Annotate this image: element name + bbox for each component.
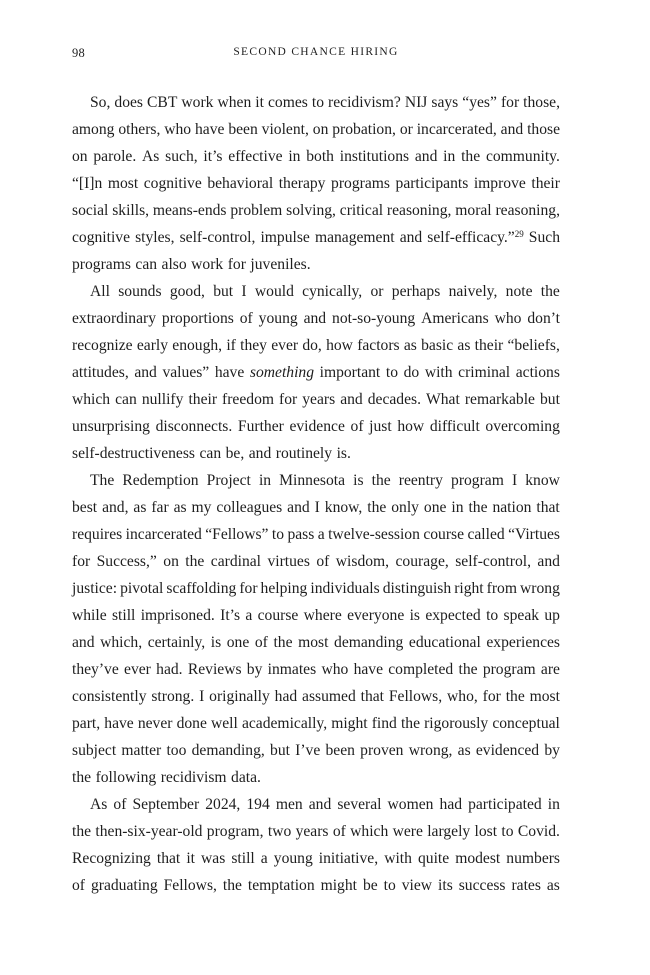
text-line: So, does CBT work when it comes to recidivism? NIJ says “yes” for those, xyxy=(90,94,560,111)
text-line: and which, certainly, is one of the most demanding educational experiences xyxy=(72,634,560,651)
text-line: subject matter too demanding, but I’ve been proven wrong, as evidenced by xyxy=(72,742,560,759)
text-line: they’ve ever had. Reviews by inmates who have completed the program are xyxy=(72,661,560,678)
text-line: on parole. As such, it’s effective in both institutions and in the community. xyxy=(72,148,560,165)
text-line: consistently strong. I originally had assumed that Fellows, who, for the most xyxy=(72,688,560,705)
text-line: best and, as far as my colleagues and I know, the only one in the nation that xyxy=(72,499,560,516)
text-line: the then-six-year-old program, two years of which were largely lost to Covid. xyxy=(72,823,560,840)
text-line: part, have never done well academically, might find the rigorously conceptual xyxy=(72,715,560,732)
text-line: for Success,” on the cardinal virtues of wisdom, courage, self-control, and xyxy=(72,553,560,570)
text-line: “[I]n most cognitive behavioral therapy programs participants improve their xyxy=(72,175,560,192)
text-line: As of September 2024, 194 men and several women had participated in xyxy=(90,796,560,813)
text-line: requires incarcerated “Fellows” to pass a twelve-session course called “Virtues xyxy=(72,526,560,543)
paragraph xyxy=(72,467,560,791)
page-number: 98 xyxy=(72,46,86,60)
text-line: programs can also work for juveniles. xyxy=(72,256,311,273)
running-head xyxy=(72,46,560,66)
text-line: while still imprisoned. It’s a course where everyone is expected to speak up xyxy=(72,607,560,624)
text-line: cognitive styles, self-control, impulse management and self-efficacy.”$^{29}$ Such xyxy=(72,229,560,246)
paragraph xyxy=(72,278,560,467)
footnote-marker: 29 xyxy=(514,229,524,239)
text-line: among others, who have been violent, on probation, or incarcerated, and those xyxy=(72,121,560,138)
text-line: of graduating Fellows, the temptation might be to view its success rates as xyxy=(72,877,560,894)
text-line: which can nullify their freedom for years and decades. What remarkable but xyxy=(72,391,560,408)
text-line: All sounds good, but I would cynically, or perhaps naively, note the xyxy=(90,283,560,300)
text-line: The Redemption Project in Minnesota is the reentry program I know xyxy=(90,472,560,489)
text-line: self-destructiveness can be, and routinely is. xyxy=(72,445,351,462)
text-line: attitudes, and values” have something important to do with criminal actions xyxy=(72,364,560,381)
text-line: Recognizing that it was still a young initiative, with quite modest numbers xyxy=(72,850,560,867)
text-line: justice: pivotal scaffolding for helping individuals distinguish right from wrong xyxy=(72,580,560,597)
paragraph xyxy=(72,89,560,278)
paragraph xyxy=(72,791,560,899)
text-line: extraordinary proportions of young and not-so-young Americans who don’t xyxy=(72,310,560,327)
text-line: unsurprising disconnects. Further evidence of just how difficult overcoming xyxy=(72,418,560,435)
text-line: the following recidivism data. xyxy=(72,769,261,786)
body-text xyxy=(72,89,560,899)
text-line: recognize early enough, if they ever do, how factors as basic as their “beliefs, xyxy=(72,337,560,354)
running-title: SECOND CHANCE HIRING xyxy=(233,46,399,58)
text-line: social skills, means-ends problem solving, critical reasoning, moral reasoning, xyxy=(72,202,560,219)
